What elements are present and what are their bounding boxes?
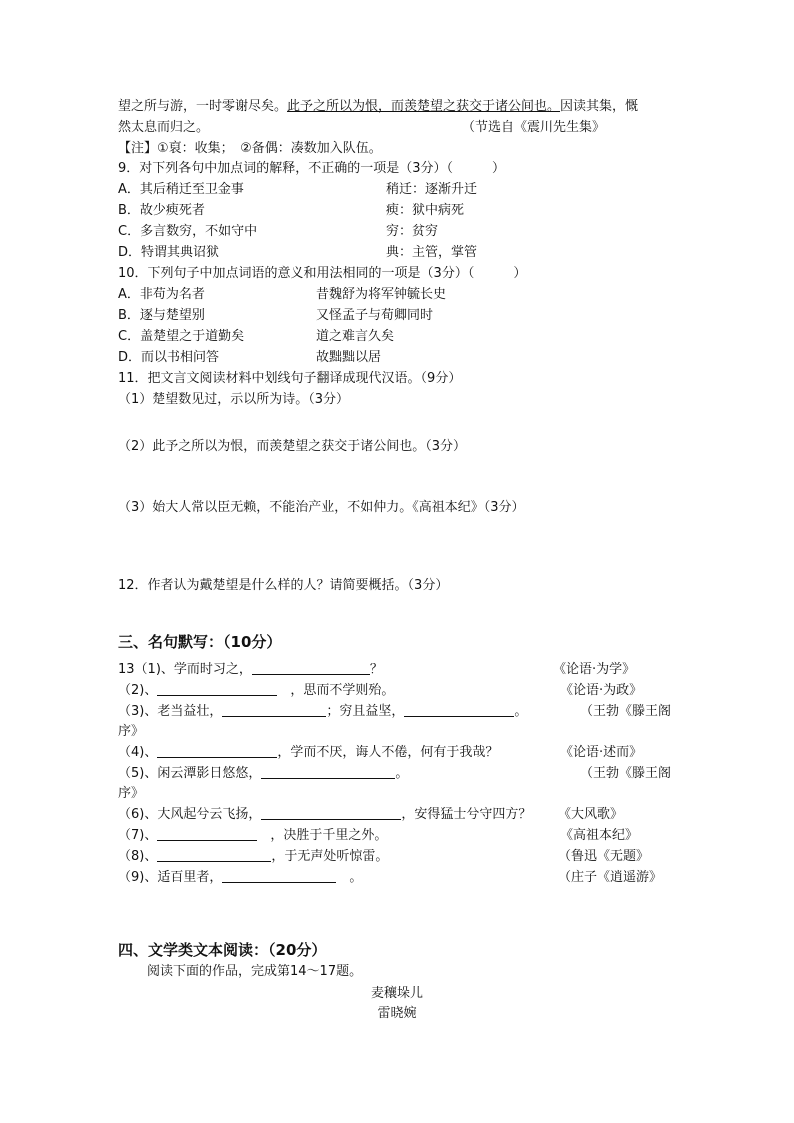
recite-row-2: （2)、 ，思而不学则殆。	[118, 683, 395, 698]
q9-gloss-b: 瘐：狱中病死	[386, 203, 465, 218]
q10-pair-a: 昔魏舒为将军钟毓长史	[316, 287, 447, 302]
recite-src-6: 《大风歌》	[558, 807, 624, 822]
recite-src-7: 《高祖本纪》	[560, 828, 639, 843]
answer-blank[interactable]	[157, 847, 271, 862]
answer-blank[interactable]	[222, 868, 336, 883]
q10-option-a: A．非苟为名者	[118, 287, 205, 302]
recite-src-8: （鲁迅《无题》	[558, 849, 650, 864]
answer-blank[interactable]	[261, 764, 395, 779]
q11-item-2: （2）此予之所以为恨，而羡楚望之获交于诸公间也。（3分）	[118, 439, 467, 454]
recite-src-9: （庄子《逍遥游》	[558, 870, 663, 885]
story-title: 麦穰垛儿	[370, 986, 423, 1001]
passage-source: （节选自《震川先生集》	[462, 120, 606, 135]
q9-gloss-c: 穷：贫穷	[386, 224, 439, 239]
recite-row-3: （3)、老当益壮， ；穷且益坚， 。	[118, 704, 528, 719]
answer-blank[interactable]	[261, 805, 401, 820]
passage-line-2: 然太息而归之。	[118, 120, 210, 135]
answer-blank[interactable]	[252, 660, 370, 675]
q10-stem: 10．下列句子中加点词语的意义和用法相同的一项是（3分）（ ）	[118, 266, 527, 281]
recite-row-4: （4)、 ，学而不厌，诲人不倦，何有于我哉？	[118, 745, 499, 760]
q11-item-3: （3）始大人常以臣无赖，不能治产业，不如仲力。《高祖本纪》（3分）	[118, 500, 525, 515]
q10-pair-d: 故黜黜以居	[316, 350, 382, 365]
q9-option-b: B．故少瘐死者	[118, 203, 205, 218]
underlined-sentence: 此予之所以为恨，而羡楚望之获交于诸公间也。	[287, 99, 561, 114]
answer-blank[interactable]	[222, 702, 326, 717]
recite-row-5: （5)、闲云潭影日悠悠， 。	[118, 766, 409, 781]
q11-item-1: （1）楚望数见过，示以所为诗。（3分）	[118, 392, 350, 407]
section3-title: 三、名句默写：（10分）	[118, 633, 282, 651]
q10-option-c: C．盖楚望之于道勤矣	[118, 329, 245, 344]
recite-src-5: （王勃《滕王阁	[580, 766, 672, 781]
recite-src-5-wrap: 序》	[118, 786, 145, 801]
q10-option-b: B．逐与楚望别	[118, 308, 205, 323]
q10-option-d: D．而以书相问答	[118, 350, 220, 365]
answer-blank[interactable]	[404, 702, 514, 717]
answer-blank[interactable]	[157, 681, 277, 696]
recite-row-1: 13（1)、学而时习之， ？	[118, 662, 383, 677]
answer-blank[interactable]	[157, 826, 257, 841]
q9-option-a: A．其后稍迁至卫金事	[118, 182, 244, 197]
section4-title: 四、文学类文本阅读：（20分）	[118, 941, 327, 959]
q9-gloss-d: 典：主管，掌管	[386, 245, 478, 260]
recite-src-4: 《论语·述而》	[560, 745, 643, 760]
recite-row-9: （9)、适百里者， 。	[118, 870, 363, 885]
q12-stem: 12．作者认为戴楚望是什么样的人？请简要概括。（3分）	[118, 578, 449, 593]
recite-src-1: 《论语·为学》	[553, 662, 636, 677]
q9-option-c: C．多言数穷，不如守中	[118, 224, 258, 239]
passage-line-1: 望之所与游，一时零谢尽矣。此予之所以为恨，而羡楚望之获交于诸公间也。因读其集，慨	[118, 99, 639, 114]
q10-pair-c: 道之难言久矣	[316, 329, 395, 344]
story-author: 雷晓婉	[377, 1006, 417, 1021]
recite-row-8: （8)、 ，于无声处听惊雷。	[118, 849, 389, 864]
recite-src-3-wrap: 序》	[118, 724, 145, 739]
passage-note: 【注】①裒：收集； ②备偶：凑数加入队伍。	[118, 141, 382, 156]
q9-stem: 9．对下列各句中加点词的解释，不正确的一项是（3分）（ ）	[118, 161, 506, 176]
section4-intro: 阅读下面的作品，完成第14～17题。	[147, 964, 363, 979]
q11-stem: 11．把文言文阅读材料中划线句子翻译成现代汉语。（9分）	[118, 371, 462, 386]
answer-blank[interactable]	[157, 743, 277, 758]
recite-row-6: （6)、大风起兮云飞扬， ，安得猛士兮守四方？	[118, 807, 532, 822]
q10-pair-b: 又怪孟子与荀卿同时	[316, 308, 434, 323]
recite-row-7: （7)、 ，决胜于千里之外。	[118, 828, 388, 843]
q9-gloss-a: 稍迁：逐渐升迁	[386, 182, 478, 197]
q9-option-d: D．特谓其典诏狱	[118, 245, 220, 260]
recite-src-2: 《论语·为政》	[560, 683, 643, 698]
recite-src-3: （王勃《滕王阁	[580, 704, 672, 719]
